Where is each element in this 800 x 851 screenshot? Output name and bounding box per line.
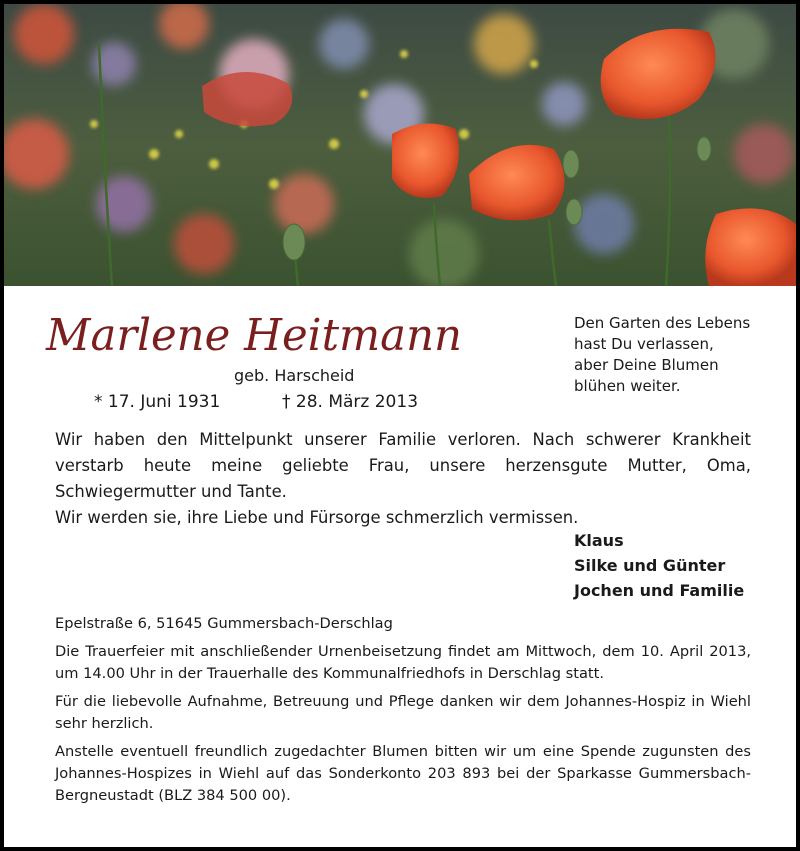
address: Epelstraße 6, 51645 Gummersbach-Derschlag [55, 615, 393, 632]
poem-line: aber Deine Blumen [574, 356, 719, 374]
poem [574, 313, 750, 397]
birth-date: * 17. Juni 1931 [94, 392, 221, 412]
death-date: † 28. März 2013 [282, 392, 419, 412]
main-text [55, 427, 751, 531]
info-paragraph: Die Trauerfeier mit anschließender Urnenbeisetzung findet am Mittwoch, dem 10. April 2013, um 14.00 Uhr in der Trauerhalle des Kommunalfriedhofs in Derschlag statt. [55, 643, 751, 682]
signer: Silke und Günter [574, 556, 726, 575]
signers [574, 528, 744, 603]
deceased-name [44, 300, 484, 370]
maiden-name: geb. Harscheid [234, 366, 355, 385]
info-section [55, 613, 751, 813]
info-paragraph: Für die liebevolle Aufnahme, Betreuung und Pflege danken wir dem Johannes-Hospiz in Wiehl sehr herzlich. [55, 693, 751, 732]
poem-line: hast Du verlassen, [574, 335, 714, 353]
poem-line: Den Garten des Lebens [574, 314, 751, 332]
poem-line: blühen weiter. [574, 377, 681, 395]
deceased-name-text: Marlene Heitmann [45, 310, 462, 361]
poppy-field-photo [4, 4, 796, 286]
main-paragraph: Wir werden sie, ihre Liebe und Fürsorge schmerzlich vermissen. [55, 508, 579, 527]
info-paragraph: Anstelle eventuell freundlich zugedachter Blumen bitten wir um eine Spende zugunsten des Johannes-Hospizes in Wiehl auf das Sonderkonto 203 893 bei der Sparkasse Gummersbach-Bergneustadt (BLZ 384 500 00). [55, 743, 751, 804]
main-paragraph: Wir haben den Mittelpunkt unserer Familie verloren. Nach schwerer Krankheit verstarb heute meine geliebte Frau, unsere herzensgute Mutter, Oma, Schwiegermutter und Tante. [55, 430, 751, 501]
signer: Jochen und Familie [574, 581, 745, 600]
signer: Klaus [574, 531, 624, 550]
